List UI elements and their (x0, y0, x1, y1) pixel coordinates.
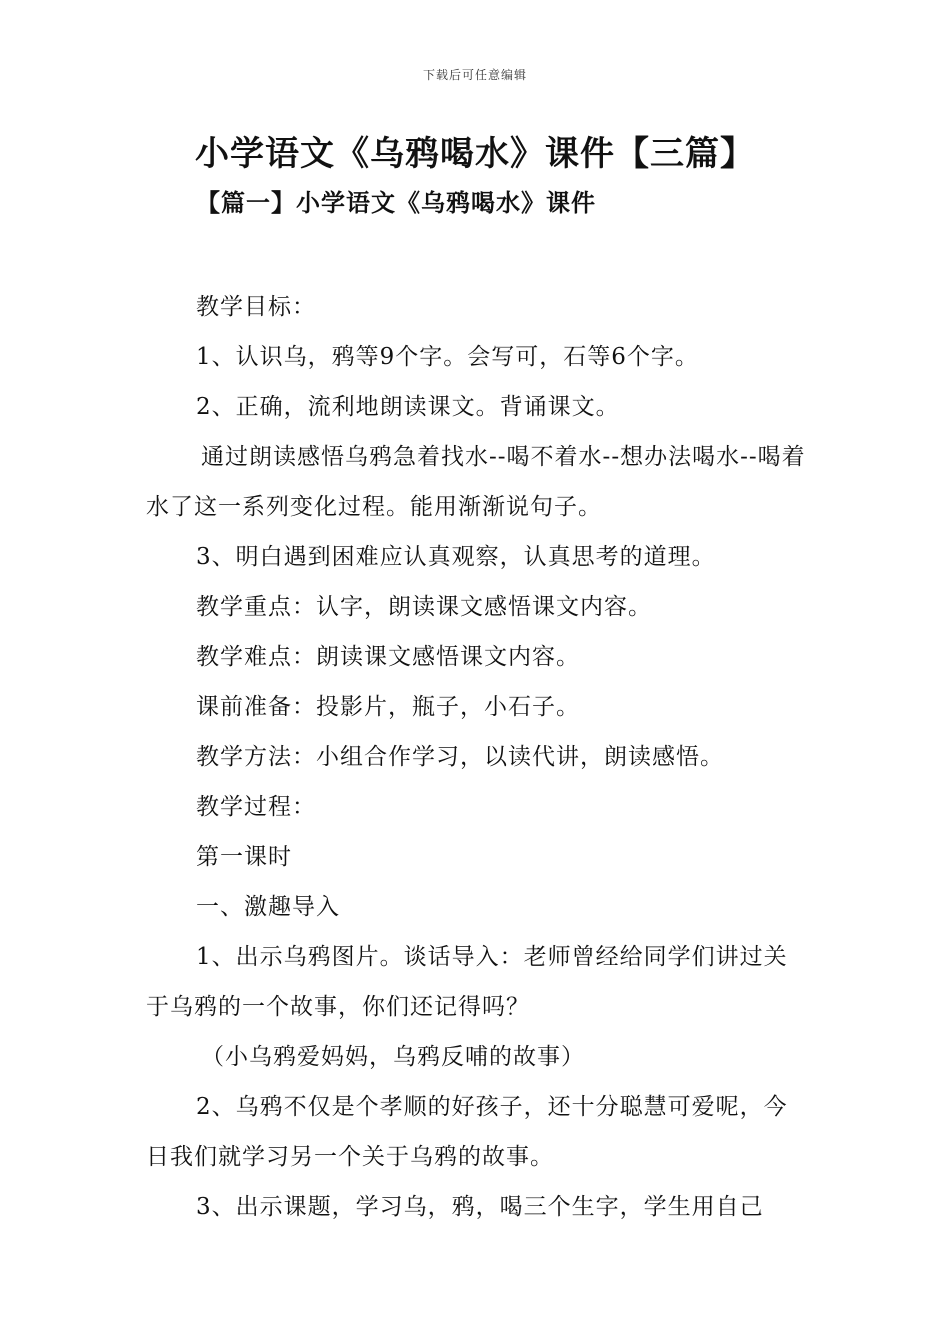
document-body (146, 282, 810, 1232)
paragraph: 一、激趣导入 (196, 894, 340, 920)
paragraph: 教学方法：小组合作学习，以读代讲，朗读感悟。 (196, 744, 724, 770)
paragraph: （小乌鸦爱妈妈，乌鸦反哺的故事） (201, 1044, 585, 1070)
paragraph: 3、出示课题，学习乌，鸦，喝三个生字，学生用自己 (196, 1194, 764, 1220)
paragraph: 1、认识乌，鸦等9个字。会写可，石等6个字。 (196, 344, 699, 370)
paragraph: 教学重点：认字，朗读课文感悟课文内容。 (196, 594, 652, 620)
paragraph: 第一课时 (196, 844, 292, 870)
paragraph: 3、明白遇到困难应认真观察，认真思考的道理。 (196, 544, 716, 570)
paragraph: 课前准备：投影片，瓶子，小石子。 (196, 694, 580, 720)
document-title: 小学语文《乌鸦喝水》课件【三篇】 (195, 134, 755, 174)
paragraph: 教学过程： (196, 794, 316, 820)
paragraph: 1、出示乌鸦图片。谈话导入：老师曾经给同学们讲过关于乌鸦的一个故事，你们还记得吗？ (146, 944, 788, 1020)
paragraph: 通过朗读感悟乌鸦急着找水--喝不着水--想办法喝水--喝着水了这一系列变化过程。能用渐渐说句子。 (146, 444, 806, 520)
paragraph: 教学目标： (196, 294, 316, 320)
paragraph: 2、乌鸦不仅是个孝顺的好孩子，还十分聪慧可爱呢，今日我们就学习另一个关于乌鸦的故事。 (146, 1094, 788, 1170)
paragraph: 2、正确，流利地朗读课文。背诵课文。 (196, 394, 620, 420)
header-note: 下载后可任意编辑 (422, 68, 527, 82)
section-subtitle: 【篇一】小学语文《乌鸦喝水》课件 (196, 188, 596, 217)
paragraph: 教学难点：朗读课文感悟课文内容。 (196, 644, 580, 670)
